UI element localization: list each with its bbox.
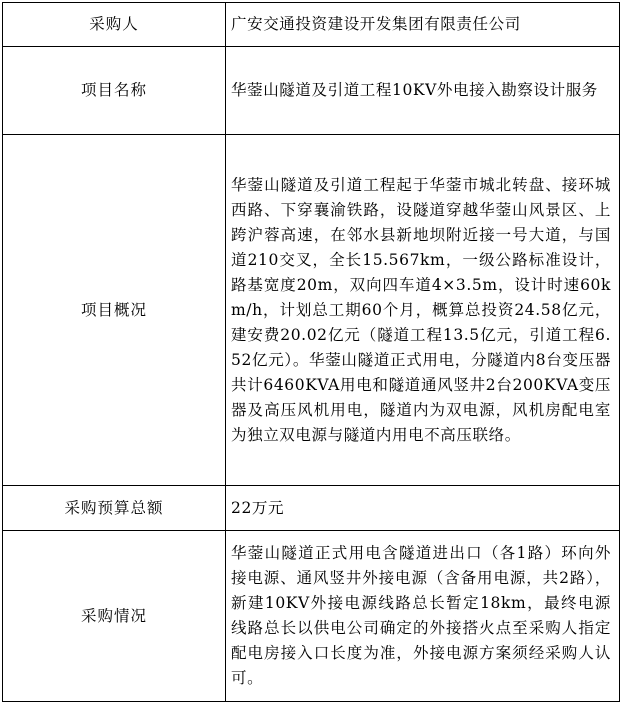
procurement-situation-value: 华蓥山隧道正式用电含隧道进出口（各1路）环向外接电源、通风竖井外接电源（含备用电源，共2路），新建10KV外接电源线路总长暂定18km，最终电源线路总长以供电公司确定的外接搭火点至采购人指定配电房接入口长度为准，外接电源方案须经采购人认可。 xyxy=(226,531,620,702)
purchaser-value: 广安交通投资建设开发集团有限责任公司 xyxy=(226,3,620,47)
project-overview-label: 项目概况 xyxy=(3,135,226,486)
project-name-value: 华蓥山隧道及引道工程10KV外电接入勘察设计服务 xyxy=(226,47,620,135)
project-name-label: 项目名称 xyxy=(3,47,226,135)
procurement-info-table xyxy=(2,2,620,702)
table-row xyxy=(3,3,620,47)
table-row xyxy=(3,47,620,135)
project-overview-value: 华蓥山隧道及引道工程起于华蓥市城北转盘、接环城西路、下穿襄渝铁路，设隧道穿越华蓥山风景区、上跨沪蓉高速，在邻水县新地坝附近接一号大道，与国道210交叉，全长15.567km，一级公路标准设计，路基宽度20m，双向四车道4×3.5m，设计时速60km/h，计划总工期60个月，概算总投资24.58亿元，建安费20.02亿元（隧道工程13.5亿元，引道工程6.52亿元）。华蓥山隧道正式用电，分隧道内8台变压器共计6460KVA用电和隧道通风竖井2台200KVA变压器及高压风机用电，隧道内为双电源，风机房配电室为独立双电源与隧道内用电不高压联络。 xyxy=(226,135,620,486)
table-row xyxy=(3,135,620,486)
table-row xyxy=(3,486,620,531)
procurement-situation-label: 采购情况 xyxy=(3,531,226,702)
budget-total-value: 22万元 xyxy=(226,486,620,531)
purchaser-label: 采购人 xyxy=(3,3,226,47)
budget-total-label: 采购预算总额 xyxy=(3,486,226,531)
table-row xyxy=(3,531,620,702)
